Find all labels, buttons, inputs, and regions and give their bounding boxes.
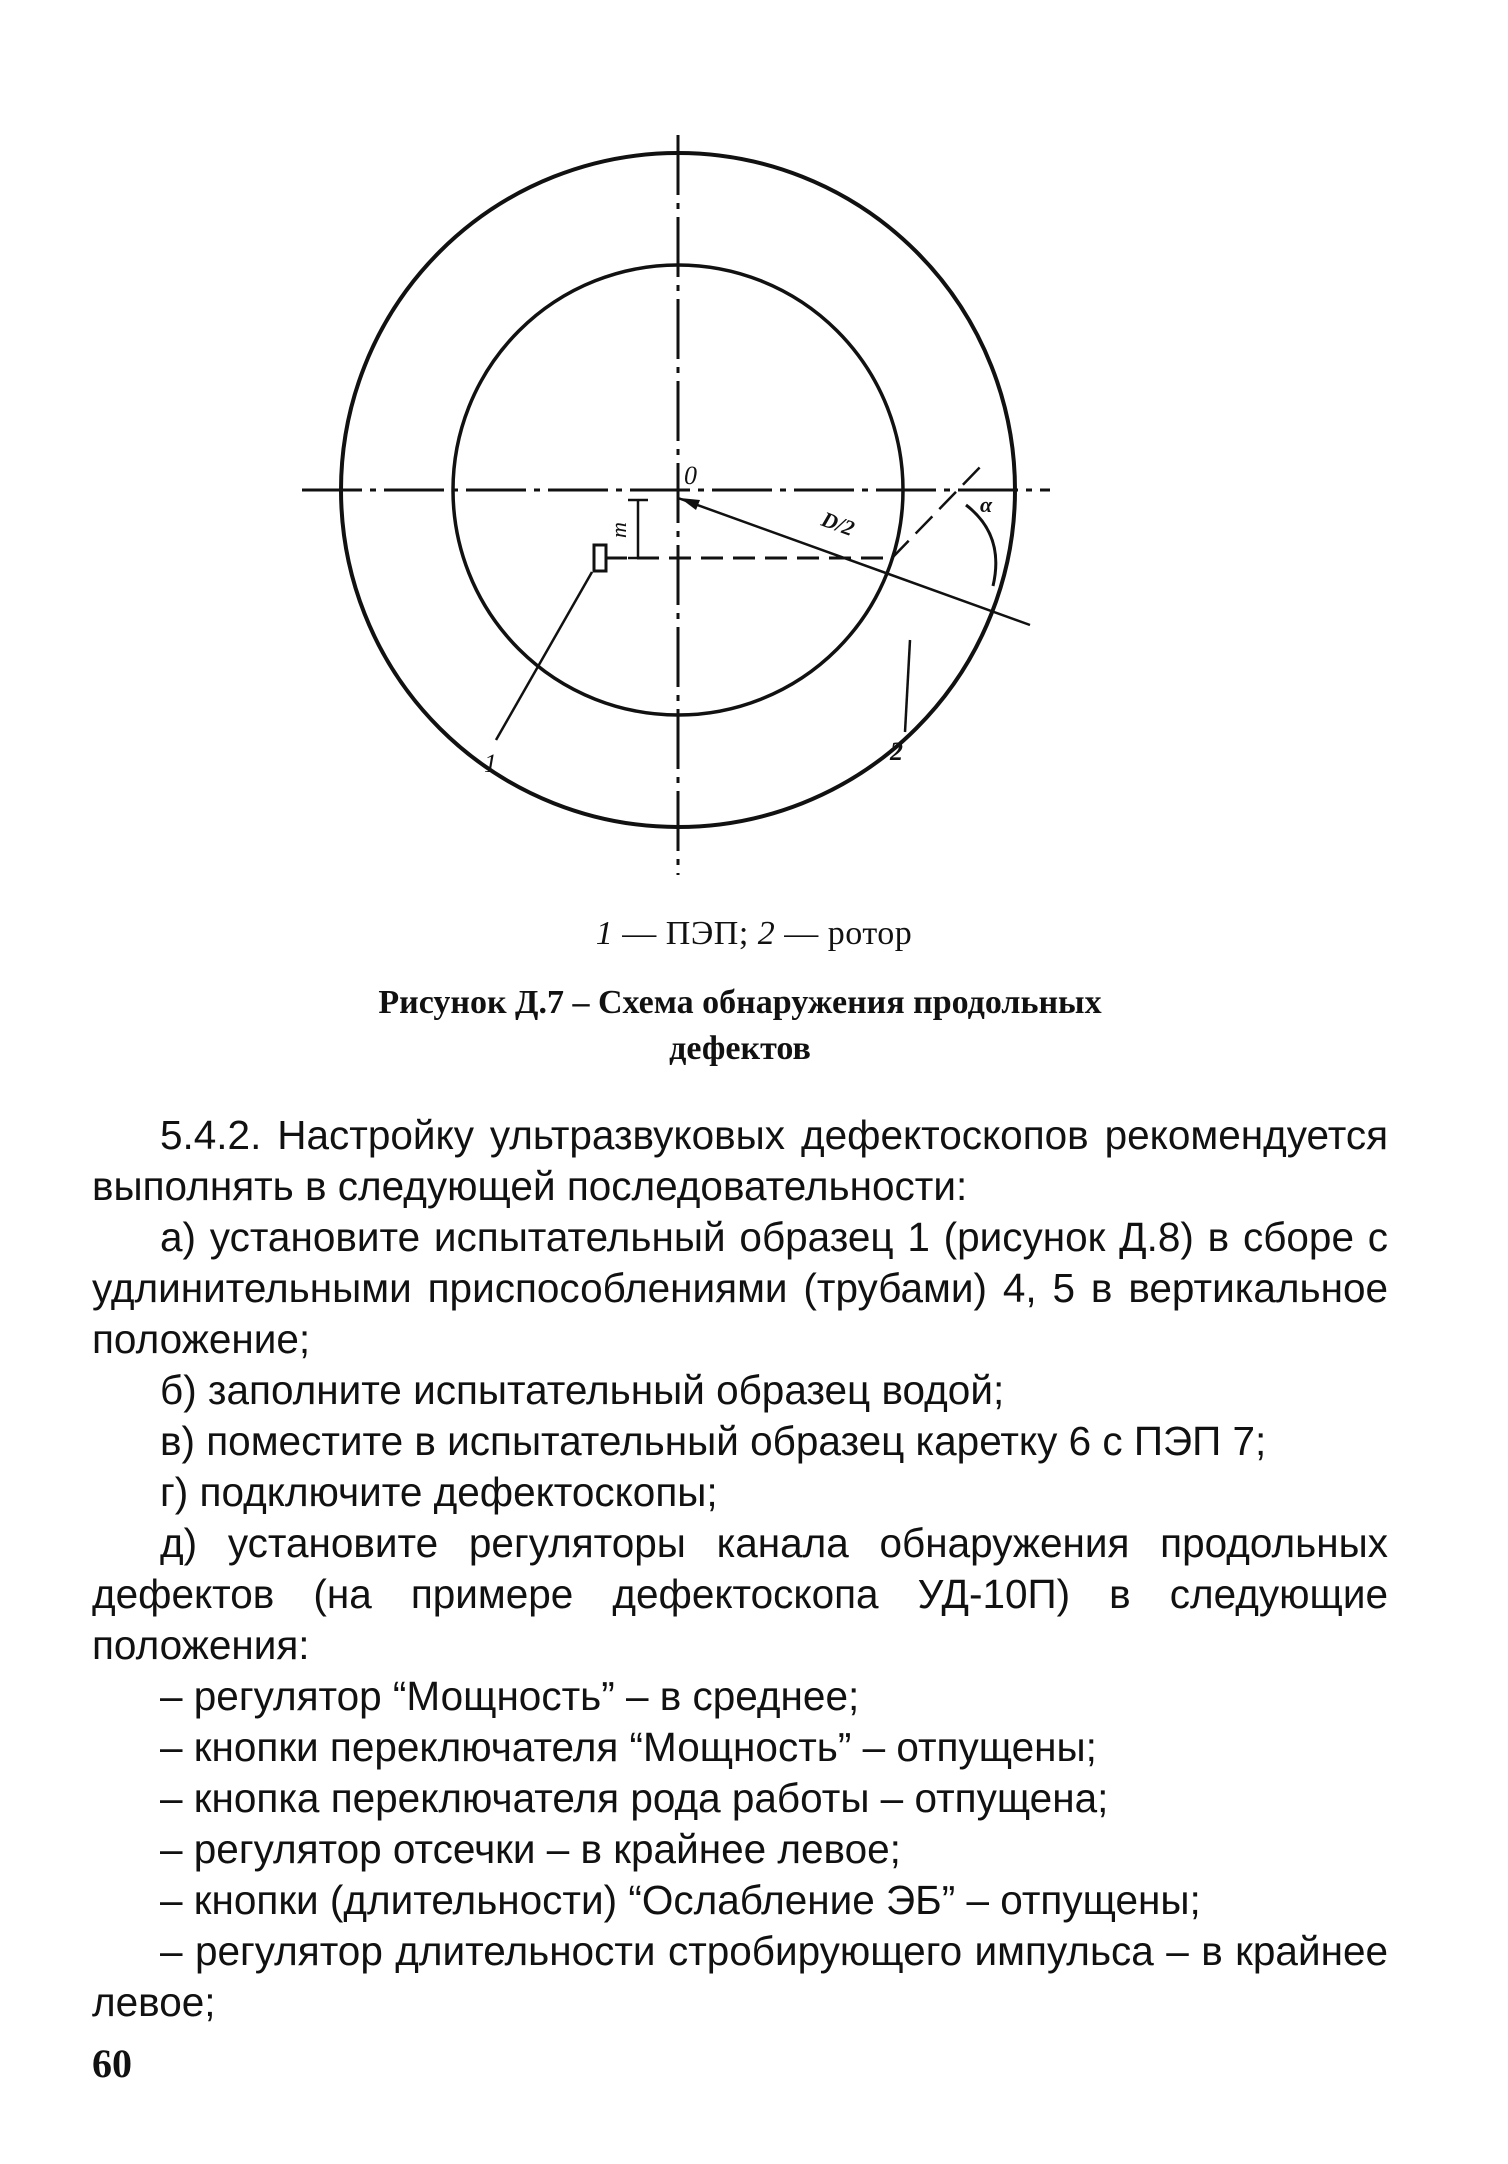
- paragraph: – кнопки (длительности) “Ослабление ЭБ” – отпущены;: [160, 1877, 1201, 1923]
- center-label: 0: [684, 461, 697, 490]
- body-text: [92, 1110, 1388, 2028]
- paragraph: 5.4.2. Настройку ультразвуковых дефектоскопов рекомендуется выполнять в следующей последовательности:: [92, 1112, 1388, 1209]
- caption-line-1: Рисунок Д.7 – Схема обнаружения продольных: [378, 984, 1102, 1021]
- radius-arrowhead: [680, 498, 700, 510]
- angle-arc: [966, 505, 996, 586]
- callout-2-label: 2: [890, 737, 903, 766]
- paragraph: – кнопка переключателя рода работы – отпущена;: [160, 1775, 1109, 1821]
- leader-line-1: [496, 572, 592, 740]
- paragraph: в) поместите в испытательный образец каретку 6 с ПЭП 7;: [160, 1418, 1267, 1464]
- legend-item-2-text: — ротор: [775, 915, 913, 952]
- paragraph: д) установите регуляторы канала обнаружения продольных дефектов (на примере дефектоскопа УД-10П) в следующие положения:: [92, 1520, 1388, 1668]
- paragraph: б) заполните испытательный образец водой;: [160, 1367, 1005, 1413]
- paragraph: г) подключите дефектоскопы;: [160, 1469, 718, 1515]
- paragraph: – регулятор длительности стробирующего импульса – в крайнее левое;: [92, 1928, 1388, 2025]
- inclined-dashed-line: [892, 465, 982, 558]
- leader-line-2: [905, 640, 910, 732]
- angle-label: α: [980, 492, 993, 517]
- legend-item-2-number: 2: [757, 915, 776, 952]
- paragraph: – регулятор “Мощность” – в среднее;: [160, 1673, 860, 1719]
- scheme-diagram: [260, 120, 1160, 900]
- paragraph: а) установите испытательный образец 1 (рисунок Д.8) в сборе с удлинительными приспособлениями (трубами) 4, 5 в вертикальное положение;: [92, 1214, 1388, 1362]
- page-number: 60: [92, 2041, 132, 2086]
- figure-caption: [260, 980, 1220, 1072]
- probe-rectangle: [594, 545, 606, 571]
- callout-1-label: 1: [484, 749, 497, 778]
- detection-scheme-figure: [260, 120, 1160, 900]
- legend-item-1-text: — ПЭП;: [613, 915, 758, 952]
- figure-legend: [0, 915, 1508, 953]
- caption-line-2: дефектов: [669, 1030, 811, 1067]
- paragraph: – кнопки переключателя “Мощность” – отпущены;: [160, 1724, 1097, 1770]
- radius-label: D/2: [818, 506, 858, 541]
- paragraph: – регулятор отсечки – в крайнее левое;: [160, 1826, 901, 1872]
- legend-item-1-number: 1: [595, 915, 614, 952]
- offset-label: m: [606, 522, 631, 538]
